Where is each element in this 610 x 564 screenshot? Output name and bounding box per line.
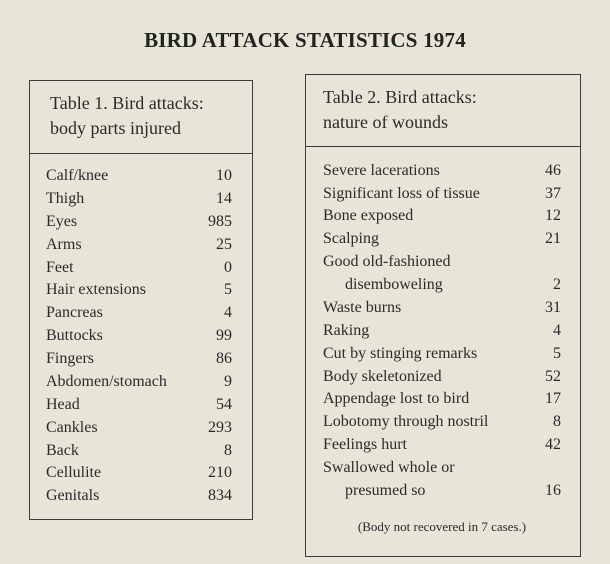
row-value: 4 — [553, 322, 561, 339]
row-value: 17 — [545, 390, 561, 407]
row-value: 86 — [216, 350, 232, 367]
row-value: 5 — [553, 345, 561, 362]
row-value: 52 — [545, 368, 561, 385]
row-value: 99 — [216, 327, 232, 344]
row-label: Eyes — [46, 213, 78, 230]
row-label: Arms — [46, 236, 82, 253]
row-label: Raking — [323, 322, 370, 339]
table1-heading-line2: body parts injured — [50, 118, 181, 138]
row-value: 46 — [545, 162, 561, 179]
row-value: 37 — [545, 185, 561, 202]
table-body-parts — [29, 80, 253, 520]
row-label: Back — [46, 442, 79, 459]
row-label: Hair extensions — [46, 281, 146, 298]
row-label: Thigh — [46, 190, 85, 207]
row-label: Genitals — [46, 487, 100, 504]
row-label: Good old-fashioned — [323, 253, 451, 270]
row-label: disemboweling — [345, 276, 443, 293]
table1-heading — [30, 81, 252, 154]
row-value: 21 — [545, 230, 561, 247]
row-label: Significant loss of tissue — [323, 185, 480, 202]
row-label: Cankles — [46, 419, 98, 436]
row-label: Swallowed whole or — [323, 459, 455, 476]
table2-heading-line2: nature of wounds — [323, 112, 448, 132]
row-label: Pancreas — [46, 304, 103, 321]
row-value: 10 — [216, 167, 232, 184]
row-label: Feet — [46, 259, 74, 276]
row-label: Fingers — [46, 350, 94, 367]
row-value: 293 — [208, 419, 232, 436]
row-label: Cut by stinging remarks — [323, 345, 478, 362]
row-value: 14 — [216, 190, 232, 207]
row-label: Abdomen/stomach — [46, 373, 167, 390]
row-value: 2 — [553, 276, 561, 293]
row-value: 8 — [224, 442, 232, 459]
row-label: Lobotomy through nostril — [323, 413, 489, 430]
row-label: Severe lacerations — [323, 162, 440, 179]
table-wound-nature — [305, 74, 581, 557]
row-value: 834 — [208, 487, 232, 504]
row-value: 5 — [224, 281, 232, 298]
row-value: 42 — [545, 436, 561, 453]
row-label: Scalping — [323, 230, 379, 247]
table2-heading — [306, 75, 580, 147]
page-title: BIRD ATTACK STATISTICS 1974 — [144, 28, 466, 52]
row-value: 54 — [216, 396, 232, 413]
row-label: Bone exposed — [323, 207, 414, 224]
row-value: 9 — [224, 373, 232, 390]
row-label: Body skeletonized — [323, 368, 442, 385]
row-value: 0 — [224, 259, 232, 276]
row-label: Buttocks — [46, 327, 103, 344]
table1-heading-line1: Table 1. Bird attacks: — [50, 93, 204, 113]
row-label: Appendage lost to bird — [323, 390, 470, 407]
row-value: 4 — [224, 304, 232, 321]
row-label: presumed so — [345, 482, 426, 499]
row-value: 25 — [216, 236, 232, 253]
row-label: Head — [46, 396, 80, 413]
row-value: 985 — [208, 213, 232, 230]
row-label: Feelings hurt — [323, 436, 407, 453]
row-label: Cellulite — [46, 464, 102, 481]
row-value: 12 — [545, 207, 561, 224]
table2-footnote: (Body not recovered in 7 cases.) — [357, 519, 527, 534]
row-value: 31 — [545, 299, 561, 316]
row-label: Waste burns — [323, 299, 402, 316]
table2-heading-line1: Table 2. Bird attacks: — [323, 87, 477, 107]
row-value: 8 — [553, 413, 561, 430]
row-label: Calf/knee — [46, 167, 109, 184]
row-value: 16 — [545, 482, 561, 499]
row-value: 210 — [208, 464, 232, 481]
